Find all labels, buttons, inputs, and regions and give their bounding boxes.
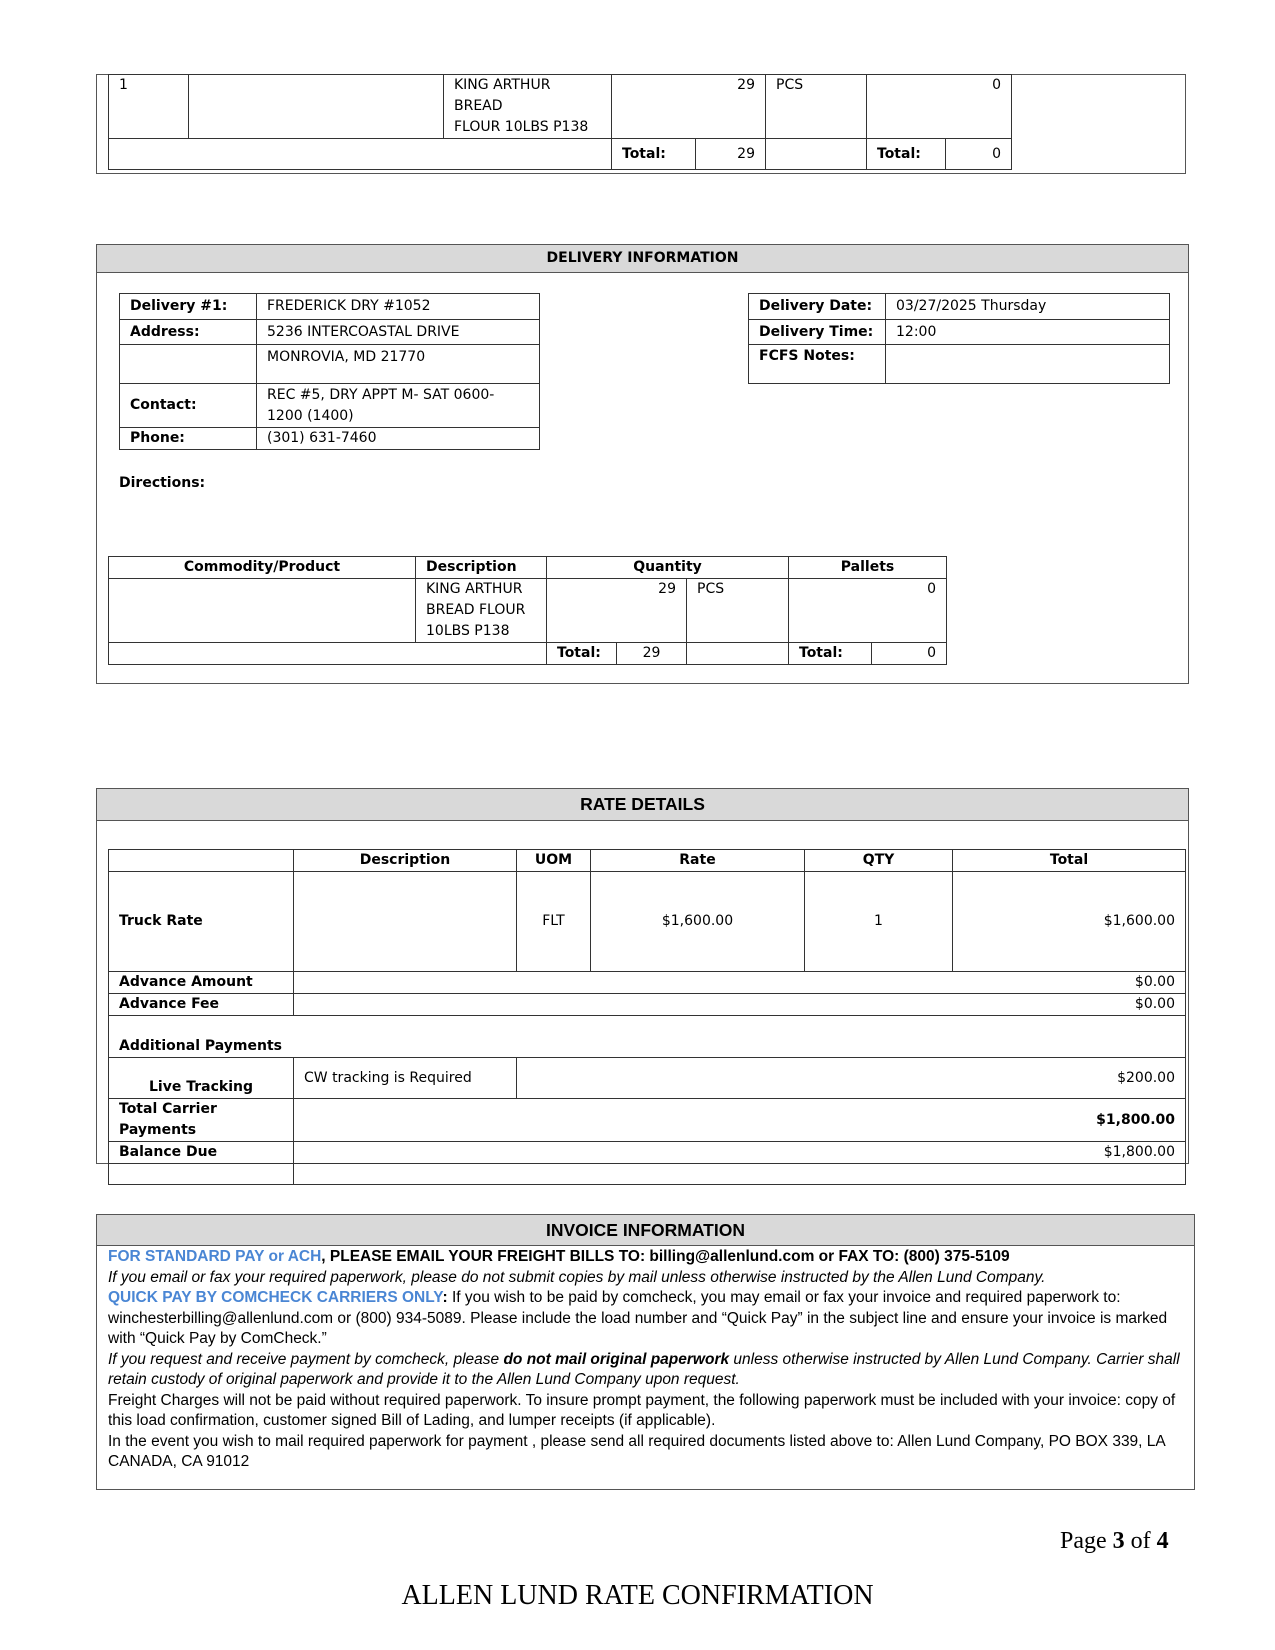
fcfs-notes-value: [886, 345, 1170, 384]
truck-rate-rate: $1,600.00: [591, 872, 805, 972]
page-of: of: [1124, 1528, 1157, 1554]
delivery-number-value: FREDERICK DRY #1052: [257, 294, 540, 320]
page-total: 4: [1156, 1528, 1169, 1554]
page-number: [1060, 1528, 1169, 1555]
commodity-cell: [189, 75, 444, 139]
truck-rate-total: $1,600.00: [953, 872, 1186, 972]
delivery-item-quantity: 29: [547, 579, 687, 643]
address-label: Address:: [120, 320, 257, 345]
address-label-blank: [120, 345, 257, 384]
email-fax-note: If you email or fax your required paperwork, please do not submit copies by mail unless otherwise instructed by the Allen Lund Company.: [108, 1268, 1046, 1286]
truck-rate-label: Truck Rate: [109, 872, 294, 972]
standard-pay-instructions: , PLEASE EMAIL YOUR FREIGHT BILLS TO: billing@allenlund.com or FAX TO: (800) 375-5109: [321, 1248, 1010, 1265]
advance-amount-label: Advance Amount: [109, 972, 294, 994]
address-line2: MONROVIA, MD 21770: [257, 345, 540, 384]
additional-payments-spacer: [294, 1016, 1186, 1058]
page-prefix: Page: [1060, 1528, 1113, 1554]
item-description-line1: KING ARTHUR BREAD: [454, 77, 551, 114]
comcheck-text-pre: If you request and receive payment by comcheck, please: [108, 1350, 504, 1368]
delivery-time-value: 12:00: [886, 320, 1170, 345]
delivery-pallets-total-label: Total:: [789, 643, 872, 665]
quick-pay-instructions: If you wish to be paid by comcheck, you may email or fax your invoice and required paperwork to: winchesterbilling@allenlund.com or (800) 934-5089. Please include the load number and “Quick Pay” in the subject line and ensure your invoice is marked with “Quick Pay by ComCheck.”: [108, 1289, 1168, 1347]
advance-amount-value: $0.00: [294, 972, 1186, 994]
rate-details-header: RATE DETAILS: [97, 789, 1188, 821]
total-carrier-payments-value: $1,800.00: [294, 1099, 1186, 1142]
rate-col-total: Total: [953, 850, 1186, 872]
advance-fee-label: Advance Fee: [109, 994, 294, 1016]
delivery-pallets-total-value: 0: [872, 643, 947, 665]
delivery-item-unit: PCS: [687, 579, 789, 643]
quick-pay-paragraph: [108, 1288, 1183, 1350]
delivery-unit-total-cell: [687, 643, 789, 665]
unit-total-cell: [766, 139, 867, 170]
delivery-information-section: [96, 244, 1189, 684]
standard-pay-line: [108, 1247, 1183, 1268]
delivery-item-description: [416, 579, 547, 643]
qty-total-value: 29: [696, 139, 766, 170]
rate-col-qty: QTY: [805, 850, 953, 872]
invoice-information-header: INVOICE INFORMATION: [97, 1215, 1194, 1246]
total-carrier-payments-label: Total Carrier Payments: [109, 1099, 294, 1142]
live-tracking-description: CW tracking is Required: [294, 1058, 517, 1099]
item-quantity: 29: [612, 75, 766, 139]
delivery-date-table: [748, 293, 1170, 384]
line-number: 1: [109, 75, 189, 139]
commodity-header: Commodity/Product: [109, 557, 416, 579]
rate-col-rate: Rate: [591, 850, 805, 872]
rate-blank-cell-right: [294, 1164, 1186, 1185]
item-pallets: 0: [867, 75, 1012, 139]
delivery-qty-total-value: 29: [617, 643, 687, 665]
contact-value: REC #5, DRY APPT M- SAT 0600-1200 (1400): [257, 384, 540, 428]
document-title: ALLEN LUND RATE CONFIRMATION: [401, 1580, 874, 1611]
delivery-number-label: Delivery #1:: [120, 294, 257, 320]
live-tracking-value: $200.00: [517, 1058, 1186, 1099]
delivery-date-label: Delivery Date:: [749, 294, 886, 320]
mail-paperwork-paragraph: In the event you wish to mail required paperwork for payment , please send all required documents listed above to: Allen Lund Company, PO BOX 339, LA CANADA, CA 91012: [108, 1432, 1165, 1470]
fcfs-notes-label: FCFS Notes:: [749, 345, 886, 384]
top-items-section: [96, 74, 1186, 174]
delivery-item-desc-line3: 10LBS P138: [426, 623, 510, 639]
comcheck-paragraph: [108, 1350, 1183, 1391]
balance-due-label: Balance Due: [109, 1142, 294, 1164]
page-current: 3: [1112, 1528, 1125, 1554]
truck-rate-uom: FLT: [517, 872, 591, 972]
delivery-item-desc-line1: KING ARTHUR: [426, 581, 523, 597]
advance-fee-value: $0.00: [294, 994, 1186, 1016]
truck-rate-description: [294, 872, 517, 972]
invoice-body: [108, 1247, 1183, 1473]
phone-label: Phone:: [120, 428, 257, 450]
address-line1: 5236 INTERCOASTAL DRIVE: [257, 320, 540, 345]
qty-total-label: Total:: [612, 139, 696, 170]
rate-blank-cell-left: [109, 1164, 294, 1185]
directions-label: Directions:: [119, 475, 206, 491]
phone-value: (301) 631-7460: [257, 428, 540, 450]
rate-col-description: Description: [294, 850, 517, 872]
live-tracking-label: Live Tracking: [109, 1058, 294, 1099]
quantity-header: Quantity: [547, 557, 789, 579]
delivery-commodity-table: [108, 556, 947, 665]
freight-charges-paragraph: Freight Charges will not be paid without required paperwork. To insure prompt payment, the following paperwork must be included with your invoice: copy of this load confirmation, customer signed Bill of Lading, and lumper receipts (if applicable).: [108, 1391, 1176, 1429]
delivery-time-label: Delivery Time:: [749, 320, 886, 345]
rate-details-table: [108, 849, 1186, 1185]
delivery-details-table: [119, 293, 540, 450]
truck-rate-qty: 1: [805, 872, 953, 972]
rate-col-blank: [109, 850, 294, 872]
delivery-item-pallets: 0: [789, 579, 947, 643]
comcheck-text-post: unless otherwise instructed by Allen Lund Company. Carrier shall retain custody of original paperwork and provide it to the Allen Lund Company upon request.: [108, 1350, 1180, 1388]
contact-label: Contact:: [120, 384, 257, 428]
total-spacer: [109, 139, 612, 170]
item-description: [444, 75, 612, 139]
rate-details-section: [96, 788, 1189, 1164]
invoice-information-section: [96, 1214, 1195, 1490]
delivery-qty-total-label: Total:: [547, 643, 617, 665]
pallets-total-value: 0: [946, 139, 1012, 170]
pallets-header: Pallets: [789, 557, 947, 579]
delivery-date-value: 03/27/2025 Thursday: [886, 294, 1170, 320]
total-spacer: [109, 643, 547, 665]
additional-payments-label: Additional Payments: [109, 1016, 294, 1058]
delivery-item-desc-line2: BREAD FLOUR: [426, 602, 526, 618]
delivery-information-header: DELIVERY INFORMATION: [97, 245, 1188, 273]
item-description-line2: FLOUR 10LBS P138: [454, 119, 589, 135]
rate-col-uom: UOM: [517, 850, 591, 872]
commodity-cell: [109, 579, 416, 643]
description-header: Description: [416, 557, 547, 579]
standard-pay-heading: FOR STANDARD PAY or ACH: [108, 1248, 322, 1265]
comcheck-text-bold: do not mail original paperwork: [503, 1350, 730, 1368]
item-unit: PCS: [766, 75, 867, 139]
top-items-table: [108, 74, 1012, 170]
pallets-total-label: Total:: [867, 139, 946, 170]
quick-pay-heading: QUICK PAY BY COMCHECK CARRIERS ONLY: [108, 1289, 443, 1306]
quick-pay-colon: :: [442, 1289, 448, 1306]
balance-due-value: $1,800.00: [294, 1142, 1186, 1164]
